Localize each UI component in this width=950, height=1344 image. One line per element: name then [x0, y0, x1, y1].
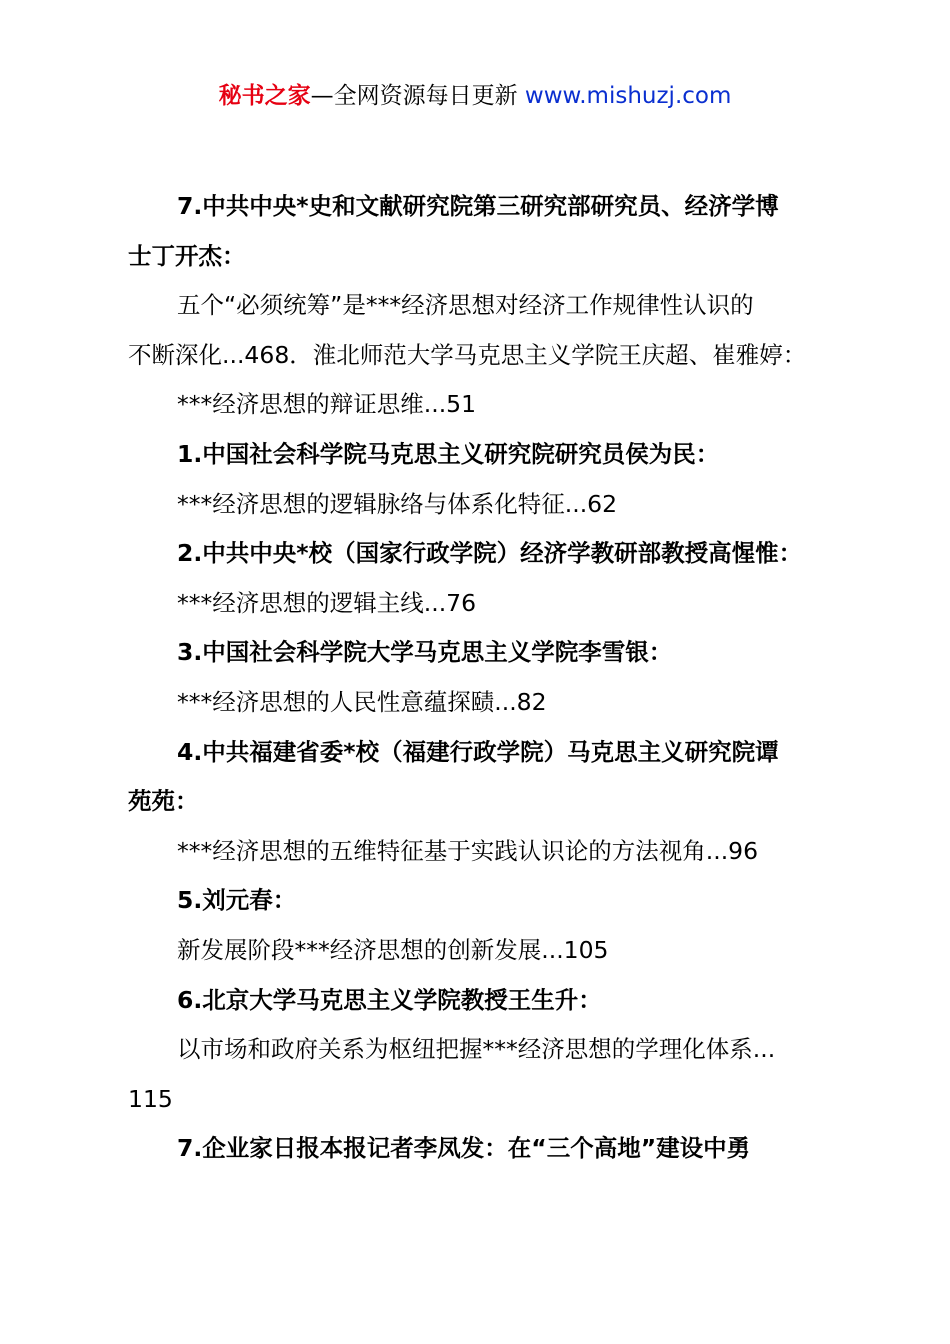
site-tagline: —全网资源每日更新	[310, 83, 525, 109]
toc-line: ***经济思想的人民性意蕴探赜...82	[177, 687, 547, 716]
toc-line: 4.中共福建省委*校（福建行政学院）马克思主义研究院谭	[177, 737, 779, 766]
toc-line: 五个“必须统筹”是***经济思想对经济工作规律性认识的	[177, 291, 754, 320]
toc-line: 7.中共中央*史和文献研究院第三研究部研究员、经济学博	[177, 192, 779, 220]
toc-line: 苑苑：	[128, 787, 199, 816]
toc-line: 6.北京大学马克思主义学院教授王生升：	[177, 985, 602, 1014]
toc-line: 1.中国社会科学院马克思主义研究院研究员侯为民：	[177, 439, 720, 468]
page-header	[0, 80, 950, 112]
toc-lines	[128, 182, 840, 1174]
document-body	[128, 182, 840, 1174]
site-brand: 秘书之家	[218, 83, 311, 109]
toc-line: 士丁开杰：	[128, 241, 246, 270]
toc-line: 115	[128, 1084, 173, 1113]
toc-line: ***经济思想的逻辑脉络与体系化特征...62	[177, 489, 618, 518]
toc-line: 7.企业家日报本报记者李凤发：在“三个高地”建设中勇	[177, 1134, 751, 1163]
toc-line: 新发展阶段***经济思想的创新发展...105	[177, 935, 609, 964]
site-url-link[interactable]: www.mishuzj.com	[524, 83, 732, 109]
toc-line: 2.中共中央*校（国家行政学院）经济学教研部教授高惺惟：	[177, 539, 803, 568]
toc-line: 不断深化...468．淮北师范大学马克思主义学院王庆超、崔雅婷：	[128, 340, 807, 369]
toc-line: ***经济思想的五维特征基于实践认识论的方法视角...96	[177, 836, 759, 865]
toc-line: 以市场和政府关系为枢纽把握***经济思想的学理化体系...	[177, 1035, 776, 1064]
toc-line: 3.中国社会科学院大学马克思主义学院李雪银：	[177, 638, 673, 667]
toc-line: 5.刘元春：	[177, 886, 297, 915]
toc-line: ***经济思想的逻辑主线...76	[177, 588, 477, 617]
toc-line: ***经济思想的辩证思维...51	[177, 390, 477, 419]
